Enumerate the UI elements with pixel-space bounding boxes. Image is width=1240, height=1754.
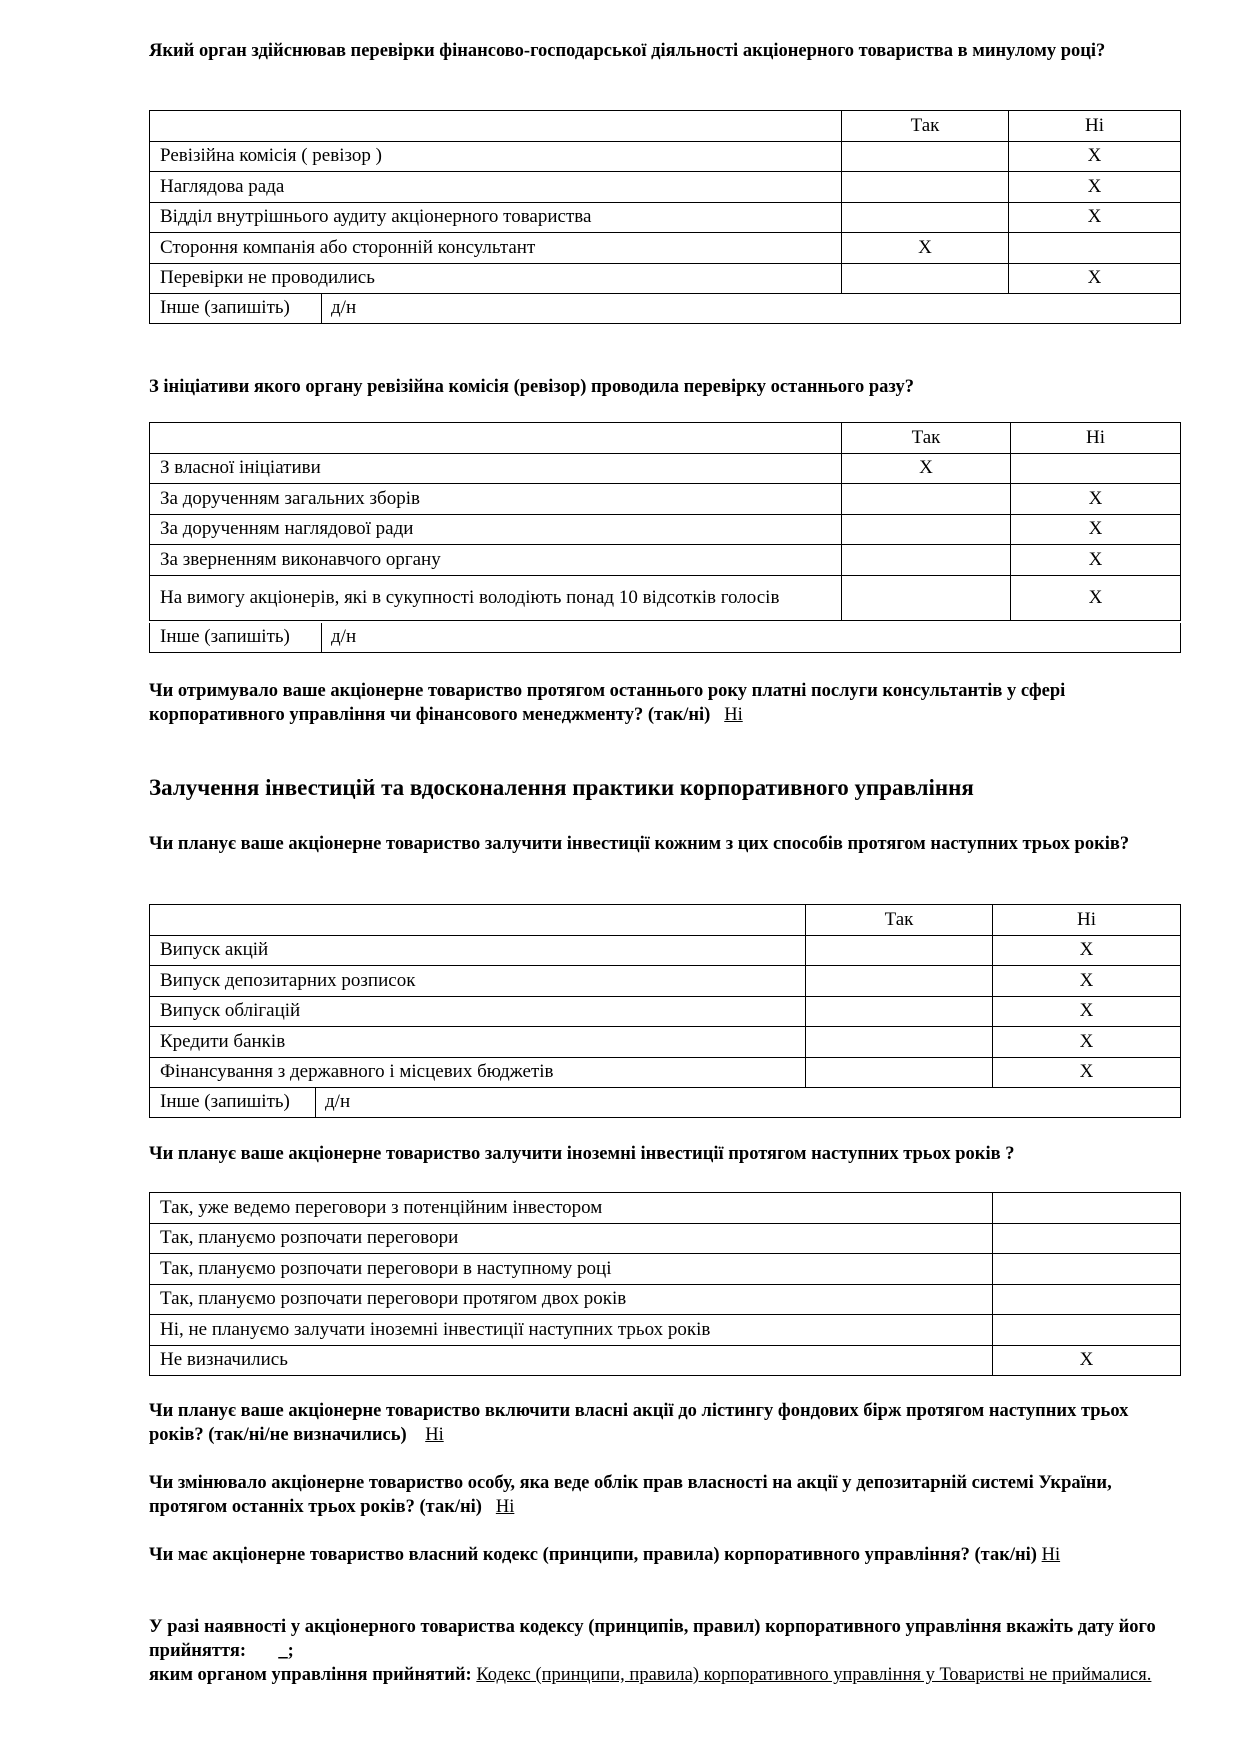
other-value: д/н bbox=[331, 297, 357, 318]
question-depository-change bbox=[149, 1471, 1181, 1519]
row-label: Перевірки не проводились bbox=[150, 263, 842, 294]
row-label: Стороння компанія або сторонній консультант bbox=[150, 233, 842, 264]
table-row bbox=[150, 966, 1181, 997]
row-label: Випуск акцій bbox=[150, 935, 806, 966]
row-label: Так, уже ведемо переговори з потенційним інвестором bbox=[150, 1193, 993, 1224]
yes-cell bbox=[842, 263, 1009, 294]
mark-cell bbox=[993, 1284, 1181, 1315]
divider bbox=[321, 294, 322, 323]
table-row bbox=[150, 233, 1181, 264]
divider bbox=[321, 623, 322, 652]
no-cell: X bbox=[993, 996, 1181, 1027]
other-label: Інше (запишіть) bbox=[160, 297, 290, 318]
date-value: _ bbox=[278, 1641, 288, 1661]
question-investment-methods: Чи планує ваше акціонерне товариство залучити інвестиції кожним з цих способів протягом наступних трьох років? bbox=[149, 834, 1130, 854]
question-code-adoption bbox=[149, 1615, 1181, 1687]
yes-cell bbox=[806, 935, 993, 966]
table-row bbox=[150, 202, 1181, 233]
table-row bbox=[150, 1315, 1181, 1346]
row-label: Випуск облігацій bbox=[150, 996, 806, 1027]
table-header-row bbox=[150, 905, 1181, 936]
table-row bbox=[150, 484, 1181, 515]
answer-value: Ні bbox=[724, 705, 743, 725]
question-audit-organ: Який орган здійснював перевірки фінансово-господарської діяльності акціонерного товариства в минулому році? bbox=[149, 41, 1106, 61]
table-row bbox=[150, 263, 1181, 294]
table-row bbox=[150, 1345, 1181, 1376]
row-label: Кредити банків bbox=[150, 1027, 806, 1058]
organ-label: яким органом управління прийнятий: bbox=[149, 1665, 472, 1685]
no-cell: X bbox=[1011, 575, 1181, 620]
section-heading: Залучення інвестицій та вдосконалення практики корпоративного управління bbox=[149, 775, 974, 800]
audit-initiative-table bbox=[149, 422, 1181, 621]
no-cell: X bbox=[1011, 514, 1181, 545]
table-header-row bbox=[150, 111, 1181, 142]
no-cell: X bbox=[993, 1027, 1181, 1058]
no-cell: X bbox=[1009, 172, 1181, 203]
yes-cell bbox=[842, 172, 1009, 203]
date-suffix: ; bbox=[287, 1641, 294, 1661]
yes-cell: X bbox=[842, 453, 1011, 484]
answer-value: Ні bbox=[425, 1425, 444, 1445]
no-cell: X bbox=[1009, 263, 1181, 294]
table-row bbox=[150, 172, 1181, 203]
mark-cell bbox=[993, 1315, 1181, 1346]
yes-cell bbox=[806, 1057, 993, 1088]
table-row bbox=[150, 453, 1181, 484]
table-row bbox=[150, 1027, 1181, 1058]
row-label: На вимогу акціонерів, які в сукупності володіють понад 10 відсотків голосів bbox=[150, 575, 842, 620]
audit-organ-table bbox=[149, 110, 1181, 294]
yes-cell bbox=[806, 1027, 993, 1058]
yes-cell: X bbox=[842, 233, 1009, 264]
question-text: Чи має акціонерне товариство власний кодекс (принципи, правила) корпоративного управління? (так/ні) bbox=[149, 1545, 1037, 1565]
yes-cell bbox=[806, 966, 993, 997]
question-governance-code bbox=[149, 1543, 1181, 1567]
question-text: Чи планує ваше акціонерне товариство включити власні акції до лістингу фондових бірж протягом наступних трьох років? (так/ні/не визначились) bbox=[149, 1401, 1129, 1445]
header-no: Ні bbox=[1011, 423, 1181, 454]
no-cell bbox=[1009, 233, 1181, 264]
header-blank bbox=[150, 905, 806, 936]
yes-cell bbox=[842, 514, 1011, 545]
organ-value: Кодекс (принципи, правила) корпоративного управління у Товаристві не приймалися. bbox=[476, 1665, 1152, 1685]
other-row bbox=[149, 294, 1181, 324]
row-label: За дорученням загальних зборів bbox=[150, 484, 842, 515]
header-no: Ні bbox=[993, 905, 1181, 936]
row-label: Так, плануємо розпочати переговори протягом двох років bbox=[150, 1284, 993, 1315]
row-label: Випуск депозитарних розписок bbox=[150, 966, 806, 997]
other-label: Інше (запишіть) bbox=[160, 626, 290, 647]
table-row bbox=[150, 514, 1181, 545]
yes-cell bbox=[842, 202, 1009, 233]
table-row bbox=[150, 1223, 1181, 1254]
mark-cell: X bbox=[993, 1345, 1181, 1376]
question-text: Чи отримувало ваше акціонерне товариство протягом останнього року платні послуги консультантів у сфері корпоративного управління чи фінансового менеджменту? (так/ні) bbox=[149, 681, 1066, 725]
table-row bbox=[150, 575, 1181, 620]
row-label: За зверненням виконавчого органу bbox=[150, 545, 842, 576]
table-row bbox=[150, 996, 1181, 1027]
header-blank bbox=[150, 111, 842, 142]
row-label: Відділ внутрішнього аудиту акціонерного товариства bbox=[150, 202, 842, 233]
row-label: Наглядова рада bbox=[150, 172, 842, 203]
mark-cell bbox=[993, 1193, 1181, 1224]
other-row bbox=[149, 1088, 1181, 1118]
row-label: Не визначились bbox=[150, 1345, 993, 1376]
other-row bbox=[149, 623, 1181, 653]
question-foreign-investment: Чи планує ваше акціонерне товариство залучити іноземні інвестиції протягом наступних трьох років ? bbox=[149, 1144, 1015, 1164]
header-blank bbox=[150, 423, 842, 454]
no-cell: X bbox=[1011, 484, 1181, 515]
table-row bbox=[150, 141, 1181, 172]
yes-cell bbox=[842, 545, 1011, 576]
table-row bbox=[150, 1254, 1181, 1285]
row-label: За дорученням наглядової ради bbox=[150, 514, 842, 545]
row-label: Ні, не плануємо залучати іноземні інвестиції наступних трьох років bbox=[150, 1315, 993, 1346]
other-value: д/н bbox=[331, 626, 357, 647]
other-value: д/н bbox=[325, 1091, 351, 1112]
question-listing bbox=[149, 1399, 1181, 1447]
question-audit-initiative: З ініціативи якого органу ревізійна комісія (ревізор) проводила перевірку останнього разу? bbox=[149, 377, 914, 397]
table-header-row bbox=[150, 423, 1181, 454]
no-cell bbox=[1011, 453, 1181, 484]
question-text: Чи змінювало акціонерне товариство особу, яка веде облік прав власності на акції у депозитарній системі України, протягом останніх трьох років? (так/ні) bbox=[149, 1473, 1112, 1517]
header-yes: Так bbox=[842, 423, 1011, 454]
header-no: Ні bbox=[1009, 111, 1181, 142]
header-yes: Так bbox=[842, 111, 1009, 142]
row-label: З власної ініціативи bbox=[150, 453, 842, 484]
no-cell: X bbox=[993, 1057, 1181, 1088]
table-row bbox=[150, 545, 1181, 576]
mark-cell bbox=[993, 1254, 1181, 1285]
no-cell: X bbox=[993, 935, 1181, 966]
question-text: У разі наявності у акціонерного товариства кодексу (принципів, правил) корпоративного управління вкажіть дату його прийняття: bbox=[149, 1617, 1156, 1661]
table-row bbox=[150, 935, 1181, 966]
question-consultants bbox=[149, 679, 1181, 727]
yes-cell bbox=[842, 484, 1011, 515]
other-label: Інше (запишіть) bbox=[160, 1091, 290, 1112]
answer-value: Ні bbox=[1041, 1545, 1061, 1565]
yes-cell bbox=[842, 141, 1009, 172]
no-cell: X bbox=[1009, 202, 1181, 233]
no-cell: X bbox=[1009, 141, 1181, 172]
header-yes: Так bbox=[806, 905, 993, 936]
answer-value: Ні bbox=[495, 1497, 515, 1517]
row-label: Так, плануємо розпочати переговори bbox=[150, 1223, 993, 1254]
row-label: Так, плануємо розпочати переговори в наступному році bbox=[150, 1254, 993, 1285]
row-label: Фінансування з державного і місцевих бюджетів bbox=[150, 1057, 806, 1088]
divider bbox=[315, 1088, 316, 1117]
no-cell: X bbox=[1011, 545, 1181, 576]
table-row bbox=[150, 1057, 1181, 1088]
foreign-investment-table bbox=[149, 1192, 1181, 1376]
yes-cell bbox=[806, 996, 993, 1027]
investment-methods-table bbox=[149, 904, 1181, 1088]
yes-cell bbox=[842, 575, 1011, 620]
table-row bbox=[150, 1284, 1181, 1315]
mark-cell bbox=[993, 1223, 1181, 1254]
row-label: Ревізійна комісія ( ревізор ) bbox=[150, 141, 842, 172]
table-row bbox=[150, 1193, 1181, 1224]
no-cell: X bbox=[993, 966, 1181, 997]
